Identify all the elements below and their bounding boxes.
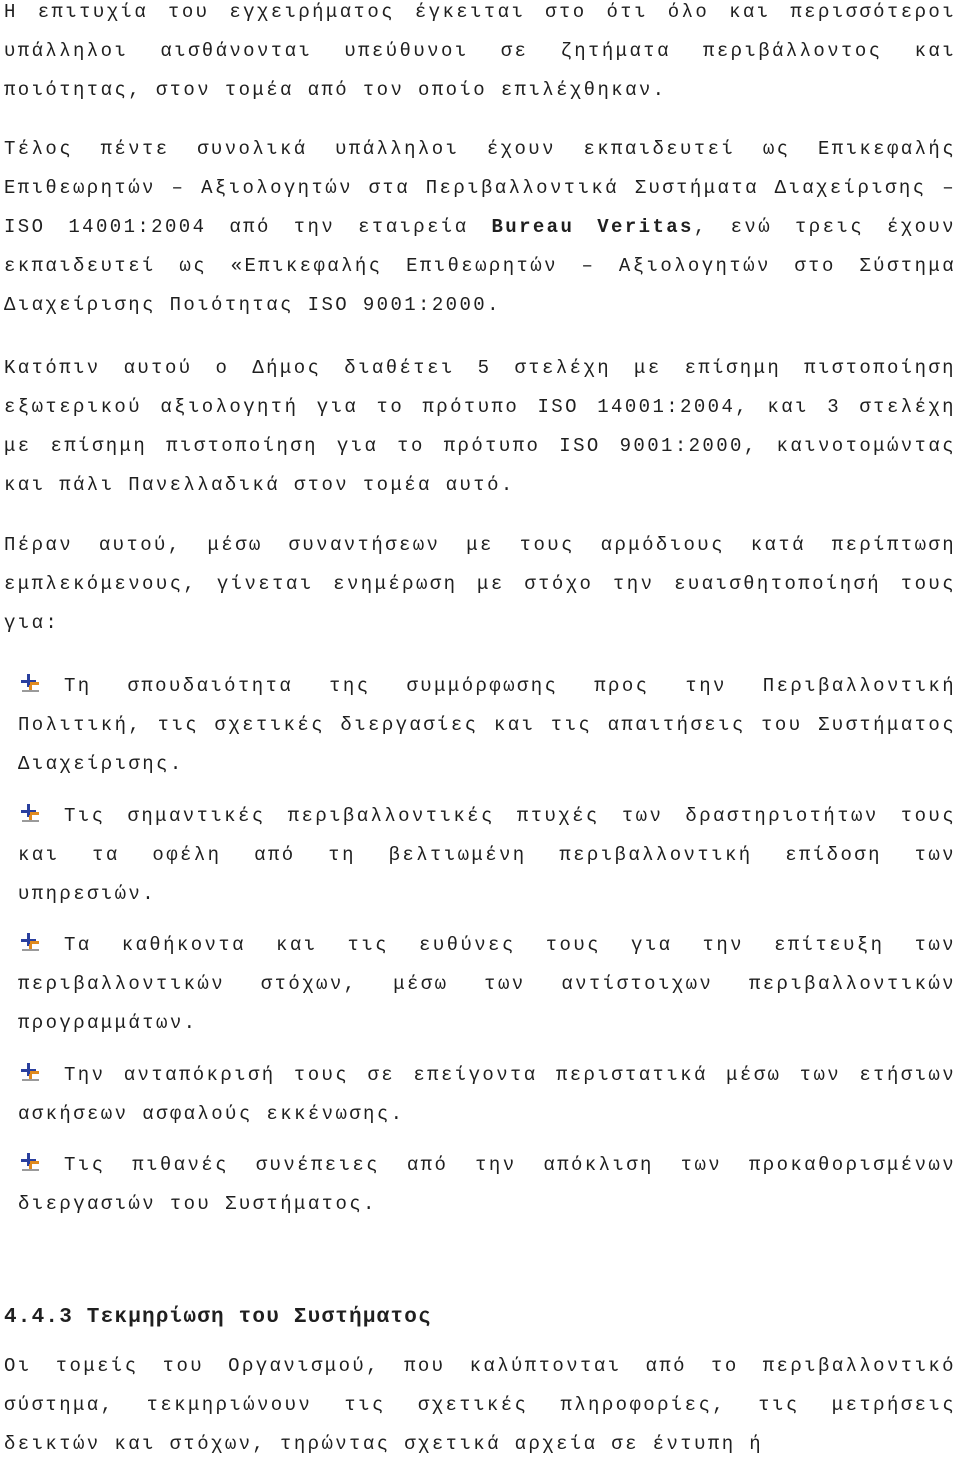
bullet-item bbox=[18, 667, 956, 784]
pushpin-bullet-icon bbox=[18, 803, 44, 825]
paragraph-certification: Κατόπιν αυτού ο Δήμος διαθέτει 5 στελέχη με επίσημη πιστοποίηση εξωτερικού αξιολογητή για το πρότυπο ISO 14001:2004, και 3 στελέχη με επίσημη πιστοποίηση για το πρότυπο ISO 9001:2000, καινοτομώντας και πάλι Πανελλαδικά στον τομέα αυτό. bbox=[4, 357, 956, 496]
bullet-text: Τη σπουδαιότητα της συμμόρφωσης προς την Περιβαλλοντική Πολιτική, τις σχετικές διεργασίες και τις απαιτήσεις του Συστήματος Διαχείρισης. bbox=[18, 675, 956, 775]
pushpin-bullet-icon bbox=[18, 1152, 44, 1174]
training-text-start: Τέλος πέντε συνολικά υπάλληλοι έχουν εκπαιδευτεί ως Επικεφαλής Επιθεωρητών – Αξιολογητών στα Περιβαλλοντικά Συστήματα Διαχείρισης – ISO 14001:2004 από την εταιρεία bbox=[4, 138, 956, 238]
paragraph-awareness-intro: Πέραν αυτού, μέσω συναντήσεων με τους αρμόδιους κατά περίπτωση εμπλεκόμενους, γίνεται ενημέρωση με στόχο την ευαισθητοποίησή τους για: bbox=[4, 534, 956, 634]
bullet-item bbox=[18, 797, 956, 914]
section-heading: 4.4.3 Τεκμηρίωση του Συστήματος bbox=[4, 1306, 432, 1329]
paragraph-success: Η επιτυχία του εγχειρήματος έγκειται στο ότι όλο και περισσότεροι υπάλληλοι αισθάνονται υπεύθυνοι σε ζητήματα περιβάλλοντος και ποιότητας, στον τομέα από τον οποίο επιλέχθηκαν. bbox=[4, 1, 956, 101]
bullet-item bbox=[18, 1056, 956, 1134]
bullet-item bbox=[18, 1146, 956, 1224]
paragraph-training bbox=[4, 130, 956, 325]
bullet-item bbox=[18, 926, 956, 1043]
pushpin-bullet-icon bbox=[18, 673, 44, 695]
pushpin-bullet-icon bbox=[18, 1062, 44, 1084]
bullet-text: Τα καθήκοντα και τις ευθύνες τους για την επίτευξη των περιβαλλοντικών στόχων, μέσω των αντίστοιχων περιβαλλοντικών προγραμμάτων. bbox=[18, 934, 956, 1034]
bullet-text: Την ανταπόκρισή τους σε επείγοντα περιστατικά μέσω των ετήσιων ασκήσεων ασφαλούς εκκένωσης. bbox=[18, 1064, 956, 1125]
pushpin-bullet-icon bbox=[18, 932, 44, 954]
bullet-text: Τις σημαντικές περιβαλλοντικές πτυχές των δραστηριοτήτων τους και τα οφέλη από τη βελτιωμένη περιβαλλοντική επίδοση των υπηρεσιών. bbox=[18, 805, 956, 905]
paragraph-documentation: Οι τομείς του Οργανισμού, που καλύπτονται από το περιβαλλοντικό σύστημα, τεκμηριώνουν τις σχετικές πληροφορίες, τις μετρήσεις δεικτών και στόχων, τηρώντας σχετικά αρχεία σε έντυπη ή bbox=[4, 1355, 956, 1455]
bullet-text: Τις πιθανές συνέπειες από την απόκλιση των προκαθορισμένων διεργασιών του Συστήματος. bbox=[18, 1154, 956, 1215]
company-name: Bureau Veritas bbox=[491, 216, 694, 238]
training-text-end: , ενώ τρεις έχουν εκπαιδευτεί ως «Επικεφαλής Επιθεωρητών – Αξιολογητών στο Σύστημα Διαχείρισης Ποιότητας ISO 9001:2000. bbox=[4, 216, 956, 316]
